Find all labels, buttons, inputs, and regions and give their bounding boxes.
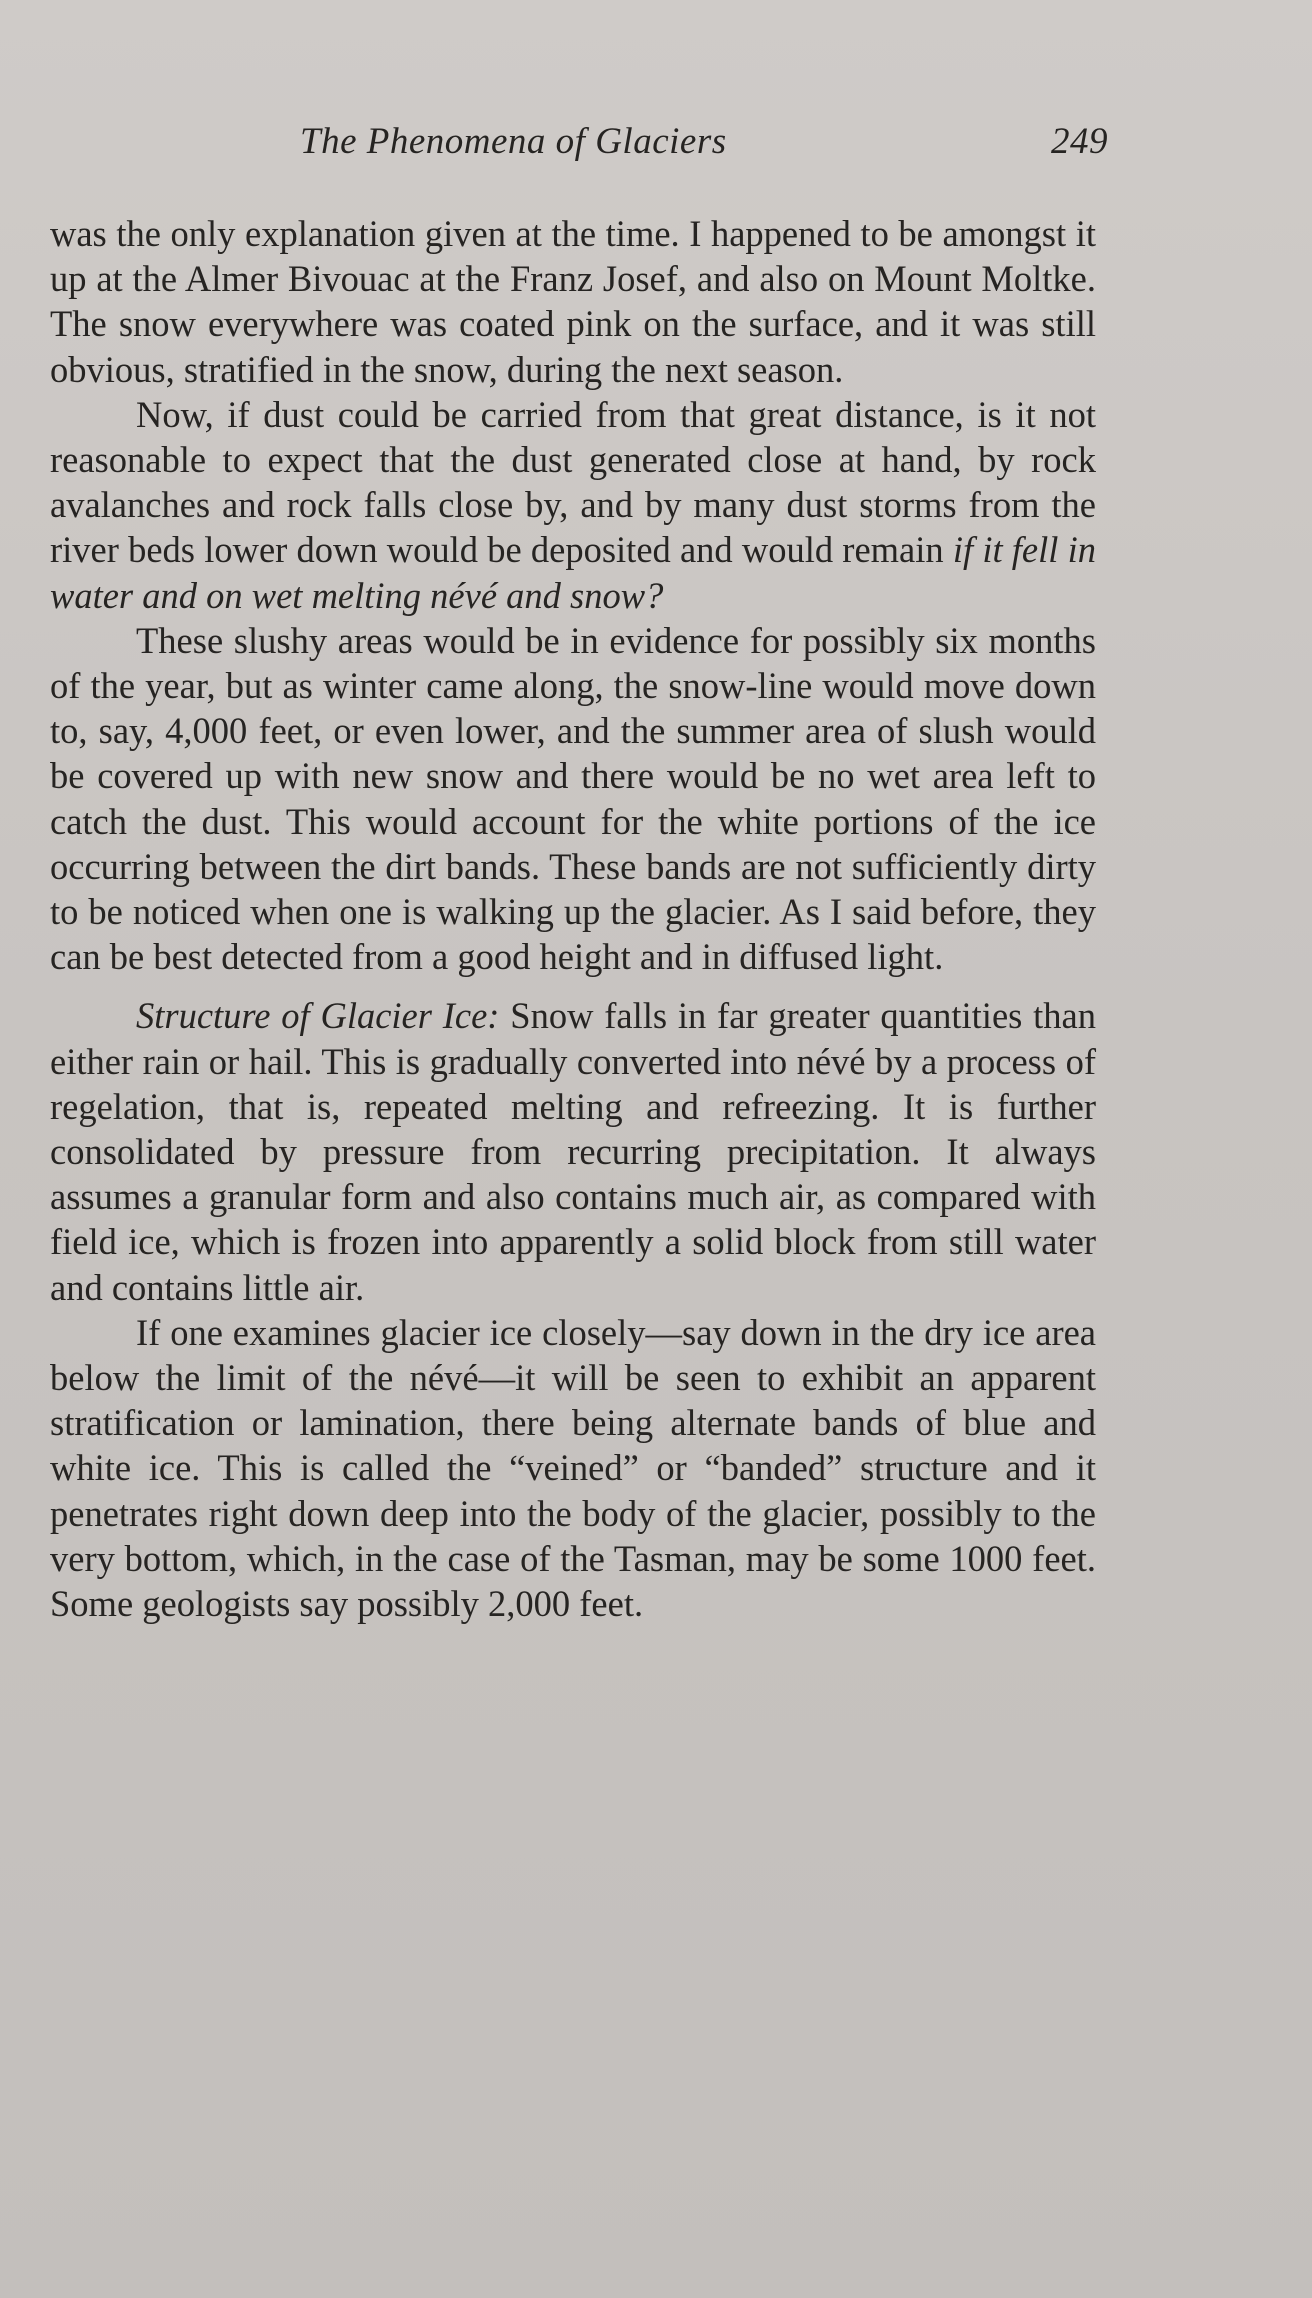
paragraph-slushy-areas: These slushy areas would be in evidence for possibly six months of the year, but as winter came along, the snow-line would move down to, say, 4,000 feet, or even lower, and the summer area of slush would be covered up with new snow and there would be no wet area left to catch the dust. This would account for the white portions of the ice occurring between the dirt bands. These bands are not sufficiently dirty to be noticed when one is walking up the glacier. As I said before, they can be best detected from a good height and in diffused light. (50, 619, 1096, 978)
paragraph-dust-question-text: Now, if dust could be carried from that great distance, is it not reasonable to expect that the dust generated close at hand, by rock avalanches and rock falls close by, and by many dust storms from the river beds lower down would be deposited and would remain (50, 393, 1096, 571)
running-title: The Phenomena of Glaciers (300, 121, 727, 162)
body-text (50, 211, 1096, 1626)
paragraph-banded-structure: If one examines glacier ice closely—say down in the dry ice area below the limit of the névé—it will be seen to exhibit an apparent stratification or lamination, there being alternate bands of blue and white ice. This is called the “veined” or “banded” structure and it penetrates right down deep into the body of the glacier, possibly to the very bottom, which, in the case of the Tasman, may be some 1000 feet. Some geologists say possibly 2,000 feet. (50, 1311, 1096, 1625)
running-head (300, 120, 1108, 176)
section-heading: Structure of Glacier Ice: (136, 995, 500, 1037)
page-number: 249 (1051, 121, 1108, 162)
paragraph-continuation: was the only explanation given at the time. I happened to be amongst it up at the Almer Bivouac at the Franz Josef, and also on Mount Moltke. The snow everywhere was coated pink on the surface, and it was still obvious, stratified in the snow, during the next season. (50, 213, 1096, 390)
paragraph-dust-question (50, 392, 1096, 618)
paragraph-structure-of-glacier-ice (50, 993, 1096, 1309)
paragraph-dust-question-emphasis: if it fell in water and on wet melting névé and snow? (50, 529, 1097, 616)
section-heading-text: Snow falls in far greater quantities than either rain or hail. This is gradually converted into névé by a process of regelation, that is, repeated melting and refreezing. It is further consolidated by pressure from recurring precipitation. It always assumes a granular form and also contains much air, as compared with field ice, which is frozen into apparently a solid block from still water and contains little air. (50, 995, 1096, 1308)
